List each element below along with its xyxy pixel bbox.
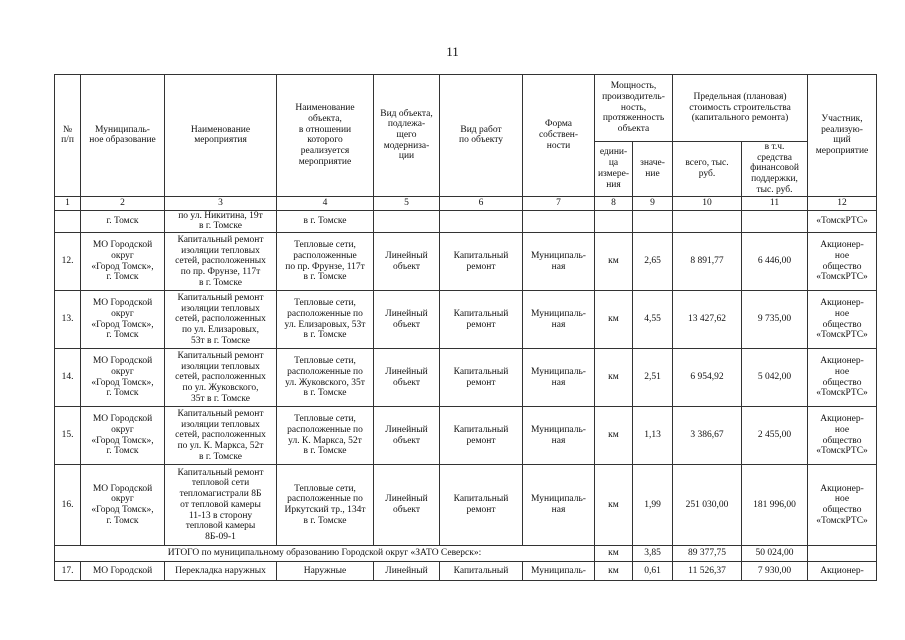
cell-num: 15.: [55, 407, 81, 465]
cell-object-type: Линейный объект: [374, 407, 440, 465]
cell-num: 13.: [55, 291, 81, 349]
cell-object: в г. Томске: [277, 210, 374, 232]
cell-object: Тепловые сети, расположенные по ул. Жуковского, 35т в г. Томске: [277, 349, 374, 407]
cell-event: Капитальный ремонт тепловой сети тепломагистрали 8Б от тепловой камеры 11-13 в сторону тепловой камеры 8Б-09-1: [165, 465, 277, 546]
cell-total: 13 427,62: [673, 291, 742, 349]
header-capacity: Мощность, производитель- ность, протяженность объекта: [595, 75, 673, 142]
cell-work-type: Капитальный ремонт: [440, 291, 523, 349]
col-index: 12: [808, 196, 877, 210]
col-index: 1: [55, 196, 81, 210]
cell-object-type: Линейный объект: [374, 349, 440, 407]
cell-municipality: МО Городской округ «Город Томск», г. Томск: [81, 465, 165, 546]
header-num: № п/п: [55, 75, 81, 197]
cell-work-type: Капитальный: [440, 562, 523, 581]
cell-support: 2 455,00: [742, 407, 808, 465]
cell-municipality: МО Городской округ «Город Томск», г. Томск: [81, 233, 165, 291]
header-event: Наименование мероприятия: [165, 75, 277, 197]
total-value: 3,85: [633, 546, 673, 562]
cell-municipality: МО Городской округ «Город Томск», г. Томск: [81, 407, 165, 465]
table-header-row: [55, 75, 877, 142]
total-support: 50 024,00: [742, 546, 808, 562]
cell-ownership: Муниципаль- ная: [523, 465, 595, 546]
col-index: 6: [440, 196, 523, 210]
total-label: ИТОГО по муниципальному образованию Городской округ «ЗАТО Северск»:: [55, 546, 595, 562]
cell-participant: «ТомскРТС»: [808, 210, 877, 232]
cell-unit: км: [595, 407, 633, 465]
col-index: 9: [633, 196, 673, 210]
col-index: 3: [165, 196, 277, 210]
cell-object-type: Линейный: [374, 562, 440, 581]
cell-municipality: г. Томск: [81, 210, 165, 232]
cell-num: 14.: [55, 349, 81, 407]
cell-participant: Акционер-: [808, 562, 877, 581]
cell-unit: км: [595, 562, 633, 581]
column-index-row: [55, 196, 877, 210]
header-object: Наименование объекта, в отношении которого реализуется мероприятие: [277, 75, 374, 197]
cell-num: 17.: [55, 562, 81, 581]
cell-unit: км: [595, 291, 633, 349]
cell-ownership: Муниципаль- ная: [523, 349, 595, 407]
page-number: 11: [446, 44, 459, 59]
cell-ownership: Муниципаль- ная: [523, 291, 595, 349]
cell-object: Тепловые сети, расположенные по ул. Елизаровых, 53т в г. Томске: [277, 291, 374, 349]
col-index: 4: [277, 196, 374, 210]
header-municipality: Муниципаль- ное образование: [81, 75, 165, 197]
cell-total: 6 954,92: [673, 349, 742, 407]
cell-event: Капитальный ремонт изоляции тепловых сетей, расположенных по ул. Жуковского, 35т в г. Томске: [165, 349, 277, 407]
cell-object-type: Линейный объект: [374, 233, 440, 291]
cell-municipality: МО Городской округ «Город Томск», г. Томск: [81, 349, 165, 407]
cell-value: 2,51: [633, 349, 673, 407]
cell-event: Капитальный ремонт изоляции тепловых сетей, расположенных по ул. К. Маркса, 52т в г. Томске: [165, 407, 277, 465]
cell-work-type: Капитальный ремонт: [440, 233, 523, 291]
header-object-type: Вид объекта, подлежа- щего модерниза- ции: [374, 75, 440, 197]
cell-total: 3 386,67: [673, 407, 742, 465]
cell-num: 16.: [55, 465, 81, 546]
cell-event: Перекладка наружных: [165, 562, 277, 581]
cell-work-type: Капитальный ремонт: [440, 349, 523, 407]
header-support: в т.ч. средства финансовой поддержки, тыс. руб.: [742, 142, 808, 197]
cell-ownership: Муниципаль-: [523, 562, 595, 581]
cell-value: 1,13: [633, 407, 673, 465]
total-row: [55, 546, 877, 562]
cell-participant: Акционер- ное общество «ТомскРТС»: [808, 233, 877, 291]
header-work-type: Вид работ по объекту: [440, 75, 523, 197]
cell-support: 9 735,00: [742, 291, 808, 349]
header-ownership: Форма собствен- ности: [523, 75, 595, 197]
cell-support: 7 930,00: [742, 562, 808, 581]
cell-work-type: Капитальный ремонт: [440, 465, 523, 546]
total-sum: 89 377,75: [673, 546, 742, 562]
cell-unit: км: [595, 349, 633, 407]
continuation-row: [55, 210, 877, 232]
cell-unit: км: [595, 465, 633, 546]
header-unit: едини- ца измере- ния: [595, 142, 633, 197]
header-cost: Предельная (плановая) стоимость строительства (капитального ремонта): [673, 75, 808, 142]
header-participant: Участник, реализую- щий мероприятие: [808, 75, 877, 197]
cell-value: 1,99: [633, 465, 673, 546]
cell-total: 8 891,77: [673, 233, 742, 291]
table-row: [55, 233, 877, 291]
cell-support: 5 042,00: [742, 349, 808, 407]
header-value: значе- ние: [633, 142, 673, 197]
cell-participant: Акционер- ное общество «ТомскРТС»: [808, 349, 877, 407]
cell-event: Капитальный ремонт изоляции тепловых сетей, расположенных по пр. Фрунзе, 117т в г. Томске: [165, 233, 277, 291]
cell-support: 6 446,00: [742, 233, 808, 291]
table-row: [55, 291, 877, 349]
cell-support: 181 996,00: [742, 465, 808, 546]
cell-object: Тепловые сети, расположенные по Иркутский тр., 134т в г. Томске: [277, 465, 374, 546]
col-index: 10: [673, 196, 742, 210]
investment-program-table: [54, 74, 877, 581]
cell-ownership: Муниципаль- ная: [523, 407, 595, 465]
header-total: всего, тыс. руб.: [673, 142, 742, 197]
col-index: 8: [595, 196, 633, 210]
cell-event: Капитальный ремонт изоляции тепловых сетей, расположенных по ул. Елизаровых, 53т в г. Томске: [165, 291, 277, 349]
col-index: 11: [742, 196, 808, 210]
cell-value: 0,61: [633, 562, 673, 581]
cell-value: 4,55: [633, 291, 673, 349]
cell-unit: км: [595, 233, 633, 291]
table-row: [55, 562, 877, 581]
cell-object: Тепловые сети, расположенные по ул. К. Маркса, 52т в г. Томске: [277, 407, 374, 465]
cell-ownership: Муниципаль- ная: [523, 233, 595, 291]
cell-object: Наружные: [277, 562, 374, 581]
table-row: [55, 465, 877, 546]
total-unit: км: [595, 546, 633, 562]
col-index: 5: [374, 196, 440, 210]
cell-object-type: Линейный объект: [374, 465, 440, 546]
cell-object-type: Линейный объект: [374, 291, 440, 349]
cell-total: 251 030,00: [673, 465, 742, 546]
cell-participant: Акционер- ное общество «ТомскРТС»: [808, 465, 877, 546]
cell-object: Тепловые сети, расположенные по пр. Фрунзе, 117т в г. Томске: [277, 233, 374, 291]
cell-value: 2,65: [633, 233, 673, 291]
cell-participant: Акционер- ное общество «ТомскРТС»: [808, 291, 877, 349]
col-index: 2: [81, 196, 165, 210]
col-index: 7: [523, 196, 595, 210]
cell-work-type: Капитальный ремонт: [440, 407, 523, 465]
table-row: [55, 407, 877, 465]
cell-total: 11 526,37: [673, 562, 742, 581]
table-row: [55, 349, 877, 407]
cell-municipality: МО Городской округ «Город Томск», г. Томск: [81, 291, 165, 349]
cell-event: по ул. Никитина, 19т в г. Томске: [165, 210, 277, 232]
cell-participant: Акционер- ное общество «ТомскРТС»: [808, 407, 877, 465]
cell-num: 12.: [55, 233, 81, 291]
cell-municipality: МО Городской: [81, 562, 165, 581]
